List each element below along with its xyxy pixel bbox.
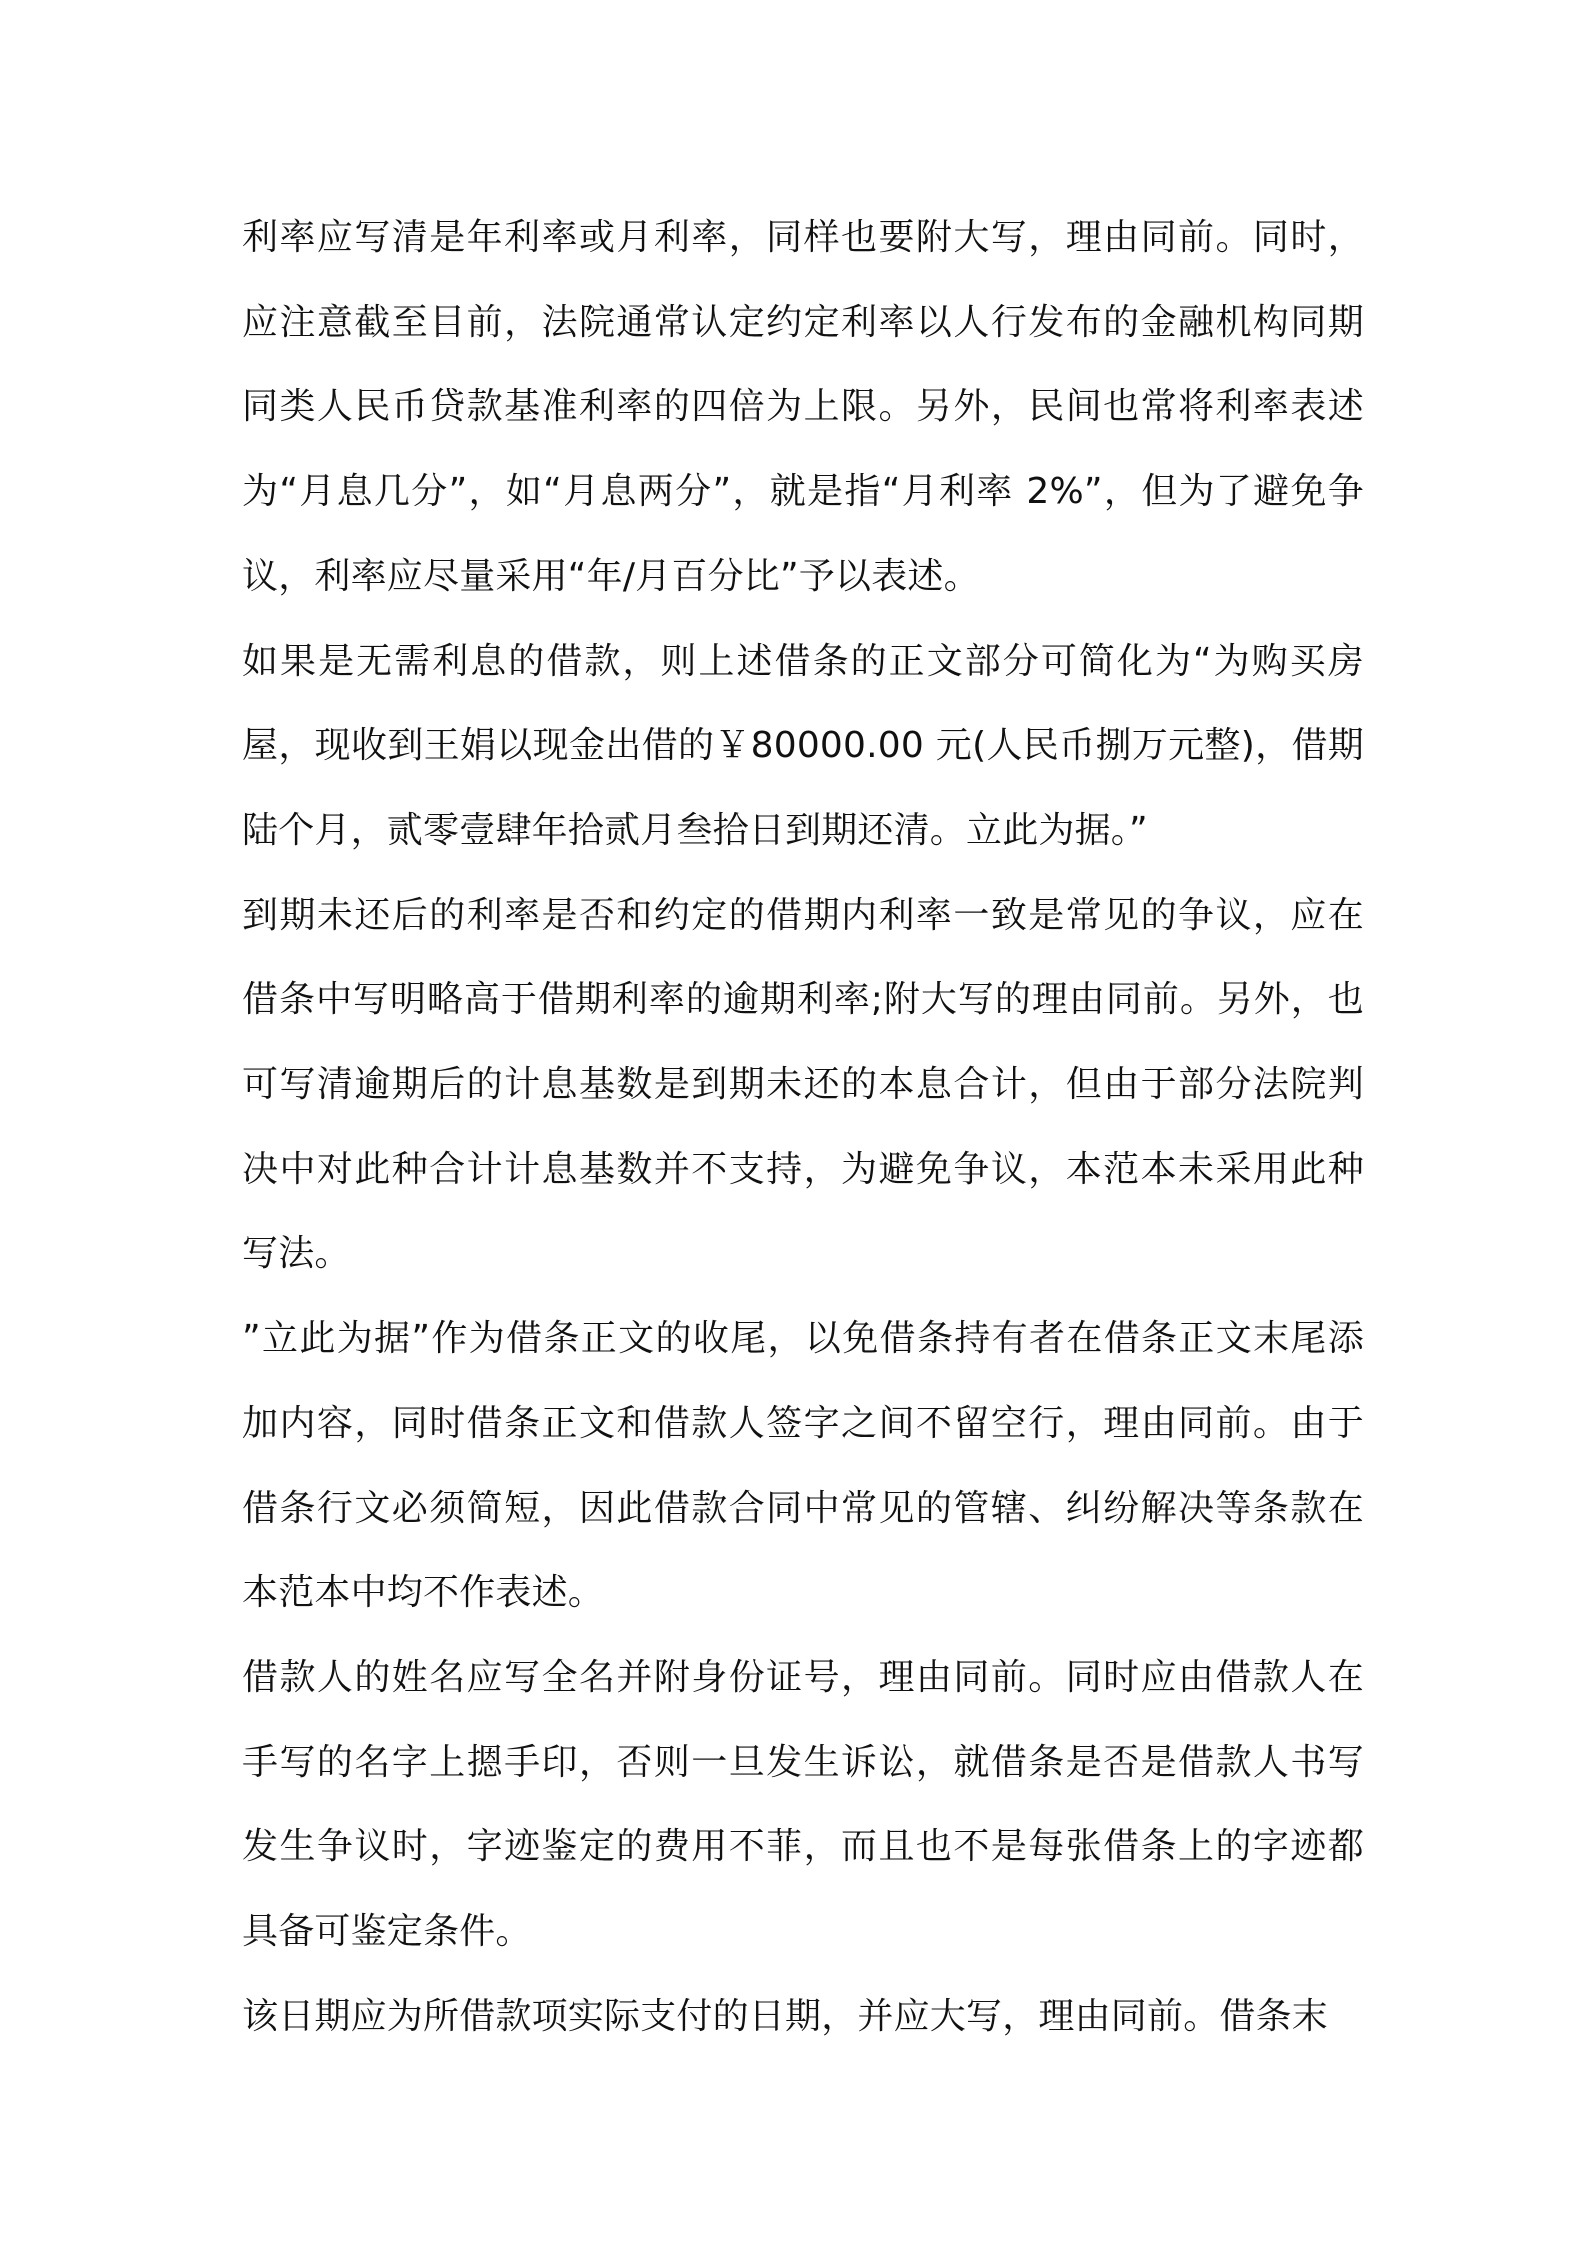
paragraph-interest-rate: 利率应写清是年利率或月利率，同样也要附大写，理由同前。同时，应注意截至目前，法院通常认定约定利率以人行发布的金融机构同期同类人民币贷款基准利率的四倍为上限。另外，民间也常将利率表述为“月息几分”，如“月息两分”，就是指“月利率 2%”，但为了避免争议，利率应尽量采用“年/月百分比”予以表述。 — [242, 217, 1364, 597]
paragraph-borrower-name: 借款人的姓名应写全名并附身份证号，理由同前。同时应由借款人在手写的名字上摁手印，否则一旦发生诉讼，就借条是否是借款人书写发生争议时，字迹鉴定的费用不菲，而且也不是每张借条上的字迹都具备可鉴定条件。 — [242, 1656, 1364, 1953]
paragraph-overdue-rate: 到期未还后的利率是否和约定的借期内利率一致是常见的争议，应在借条中写明略高于借期利率的逾期利率;附大写的理由同前。另外，也可写清逾期后的计息基数是到期未还的本息合计，但由于部分法院判决中对此种合计计息基数并不支持，为避免争议，本范本未采用此种写法。 — [242, 894, 1364, 1275]
paragraph-closing-phrase: ”立此为据”作为借条正文的收尾，以免借条持有者在借条正文末尾添加内容，同时借条正文和借款人签字之间不留空行，理由同前。由于借条行文必须简短，因此借款合同中常见的管辖、纠纷解决等条款在本范本中均不作表述。 — [242, 1318, 1364, 1614]
document-body — [242, 196, 1364, 2059]
paragraph-date: 该日期应为所借款项实际支付的日期，并应大写，理由同前。借条末 — [242, 1995, 1329, 2037]
paragraph-interest-free-loan: 如果是无需利息的借款，则上述借条的正文部分可简化为“为购买房屋，现收到王娟以现金出借的￥80000.00 元(人民币捌万元整)，借期陆个月，贰零壹肆年拾贰月叁拾日到期还清。立此为据。” — [242, 640, 1364, 851]
